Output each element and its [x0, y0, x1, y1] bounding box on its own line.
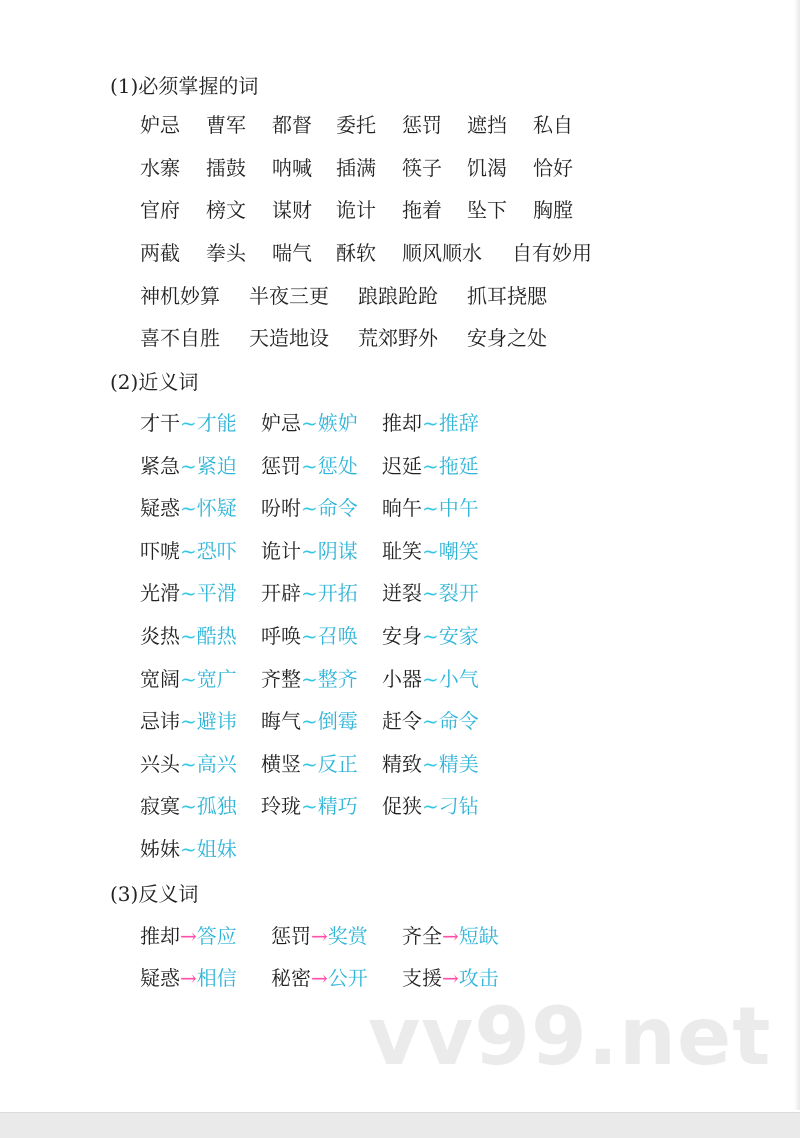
pair-source-word: 光滑 [140, 581, 180, 606]
pair-answer-word: 小气 [438, 666, 479, 691]
vocab-word: 饥渴 [467, 156, 507, 180]
pair-source-word: 横竖 [261, 751, 301, 776]
pair-answer-word: 高兴 [196, 751, 237, 776]
tilde-separator: ~ [180, 709, 197, 734]
pair-answer-word: 反正 [317, 751, 358, 776]
section-title-synonyms: (2)近义词 [110, 370, 199, 394]
pair-source-word: 赶令 [382, 709, 422, 734]
pair-source-word: 晦气 [261, 709, 301, 734]
vocab-word: 拳头 [206, 241, 246, 265]
pair-answer-word: 攻击 [458, 966, 499, 990]
word-pair [140, 493, 237, 523]
word-pair [382, 578, 479, 608]
watermark: vv99.net [368, 990, 772, 1083]
vocab-word: 呐喊 [272, 156, 312, 180]
word-pair [140, 664, 237, 694]
vocab-word: 都督 [272, 113, 312, 137]
word-pair [140, 578, 237, 608]
pair-answer-word: 召唤 [317, 624, 358, 648]
pair-source-word: 小器 [382, 666, 422, 691]
word-pair [140, 621, 237, 651]
pair-source-word: 秘密 [271, 966, 311, 990]
viewer-bottom-bar [0, 1112, 800, 1138]
vocab-word: 顺风顺水 [402, 241, 482, 265]
pair-answer-word: 开拓 [317, 581, 358, 606]
pair-answer-word: 中午 [438, 496, 479, 521]
word-pair [382, 536, 479, 566]
pair-source-word: 推却 [382, 411, 422, 435]
tilde-separator: ~ [180, 538, 197, 563]
pair-source-word: 吩咐 [261, 496, 301, 521]
vocab-word: 水寨 [140, 156, 180, 180]
pair-source-word: 姊妹 [140, 837, 180, 861]
word-pair [382, 408, 479, 438]
pair-answer-word: 拖延 [438, 453, 479, 478]
pair-source-word: 推却 [140, 924, 180, 948]
pair-answer-word: 平滑 [196, 581, 237, 606]
tilde-separator: ~ [180, 624, 197, 648]
word-pair [140, 706, 237, 736]
word-pair [271, 963, 368, 993]
pair-answer-word: 嘲笑 [438, 538, 479, 563]
word-pair [402, 963, 499, 993]
word-pair [261, 451, 358, 481]
word-pair [140, 921, 237, 951]
word-pair [140, 749, 237, 779]
pair-answer-word: 才能 [196, 411, 237, 435]
tilde-separator: ~ [301, 538, 318, 563]
pair-answer-word: 短缺 [458, 924, 499, 948]
tilde-separator: ~ [422, 666, 439, 691]
pair-source-word: 疑惑 [140, 496, 180, 521]
pair-answer-word: 精美 [438, 751, 479, 776]
pair-source-word: 精致 [382, 751, 422, 776]
tilde-separator: ~ [422, 751, 439, 776]
tilde-separator: ~ [301, 581, 318, 606]
tilde-separator: ~ [301, 666, 318, 691]
pair-source-word: 妒忌 [261, 411, 301, 435]
pair-answer-word: 精巧 [317, 794, 358, 819]
vocab-word: 筷子 [402, 156, 442, 180]
vocab-word: 私自 [533, 113, 573, 137]
vocab-word: 胸膛 [533, 198, 573, 222]
tilde-separator: ~ [180, 453, 197, 478]
tilde-separator: ~ [422, 709, 439, 734]
pair-source-word: 促狭 [382, 794, 422, 819]
tilde-separator: ~ [180, 666, 197, 691]
pair-source-word: 支援 [402, 966, 442, 990]
pair-answer-word: 酷热 [196, 624, 237, 648]
word-pair [382, 621, 479, 651]
arrow-separator: → [442, 966, 459, 990]
vocab-word: 坠下 [467, 198, 507, 222]
word-pair [261, 791, 358, 821]
word-pair [140, 834, 237, 864]
word-pair [140, 408, 237, 438]
vocab-word: 酥软 [336, 241, 376, 265]
pair-answer-word: 推辞 [438, 411, 479, 435]
pair-source-word: 紧急 [140, 453, 180, 478]
tilde-separator: ~ [180, 751, 197, 776]
pair-source-word: 迟延 [382, 453, 422, 478]
tilde-separator: ~ [301, 794, 318, 819]
tilde-separator: ~ [301, 624, 318, 648]
pair-answer-word: 裂开 [438, 581, 479, 606]
word-pair [140, 536, 237, 566]
section-title-must-learn: (1)必须掌握的词 [110, 74, 259, 98]
word-pair [140, 963, 237, 993]
pair-source-word: 晌午 [382, 496, 422, 521]
word-pair [382, 664, 479, 694]
vocab-word: 曹军 [206, 113, 246, 137]
word-pair [402, 921, 499, 951]
pair-source-word: 迸裂 [382, 581, 422, 606]
vocab-word: 惩罚 [402, 113, 442, 137]
pair-source-word: 疑惑 [140, 966, 180, 990]
vocab-word: 插满 [336, 156, 376, 180]
tilde-separator: ~ [422, 538, 439, 563]
vocab-word: 委托 [336, 113, 376, 137]
tilde-separator: ~ [301, 411, 318, 435]
vocab-word: 天造地设 [249, 326, 329, 350]
vocab-word: 两截 [140, 241, 180, 265]
word-pair [140, 451, 237, 481]
tilde-separator: ~ [180, 837, 197, 861]
tilde-separator: ~ [422, 411, 439, 435]
tilde-separator: ~ [422, 624, 439, 648]
word-pair [261, 408, 358, 438]
vocab-word: 榜文 [206, 198, 246, 222]
pair-source-word: 呼唤 [261, 624, 301, 648]
word-pair [382, 749, 479, 779]
pair-answer-word: 怀疑 [196, 496, 237, 521]
vocab-word: 谋财 [272, 198, 312, 222]
word-pair [271, 921, 368, 951]
pair-source-word: 寂寞 [140, 794, 180, 819]
pair-source-word: 开辟 [261, 581, 301, 606]
section-title-antonyms: (3)反义词 [110, 882, 199, 906]
word-pair [140, 791, 237, 821]
pair-source-word: 兴头 [140, 751, 180, 776]
tilde-separator: ~ [180, 496, 197, 521]
word-pair [261, 578, 358, 608]
vocab-word: 恰好 [533, 156, 573, 180]
tilde-separator: ~ [180, 581, 197, 606]
page-edge-shadow [794, 0, 800, 1110]
vocab-word: 喜不自胜 [140, 326, 220, 350]
pair-source-word: 齐全 [402, 924, 442, 948]
tilde-separator: ~ [422, 453, 439, 478]
word-pair [261, 706, 358, 736]
pair-answer-word: 惩处 [317, 453, 358, 478]
pair-answer-word: 安家 [438, 624, 479, 648]
pair-answer-word: 刁钻 [438, 794, 479, 819]
tilde-separator: ~ [301, 496, 318, 521]
word-pair [261, 749, 358, 779]
pair-answer-word: 命令 [317, 496, 358, 521]
vocab-word: 诡计 [336, 198, 376, 222]
word-pair [382, 451, 479, 481]
arrow-separator: → [311, 924, 328, 948]
arrow-separator: → [180, 924, 197, 948]
word-pair [382, 493, 479, 523]
pair-source-word: 宽阔 [140, 666, 180, 691]
word-pair [382, 706, 479, 736]
pair-answer-word: 整齐 [317, 666, 358, 691]
pair-answer-word: 嫉妒 [317, 411, 358, 435]
pair-answer-word: 相信 [196, 966, 237, 990]
vocab-word: 官府 [140, 198, 180, 222]
arrow-separator: → [442, 924, 459, 948]
tilde-separator: ~ [301, 709, 318, 734]
vocab-word: 踉踉跄跄 [358, 284, 438, 308]
word-pair [261, 536, 358, 566]
pair-answer-word: 奖赏 [327, 924, 368, 948]
tilde-separator: ~ [180, 411, 197, 435]
pair-source-word: 诡计 [261, 538, 301, 563]
tilde-separator: ~ [301, 453, 318, 478]
vocab-word: 遮挡 [467, 113, 507, 137]
pair-answer-word: 公开 [327, 966, 368, 990]
pair-source-word: 炎热 [140, 624, 180, 648]
vocab-word: 安身之处 [467, 326, 547, 350]
tilde-separator: ~ [301, 751, 318, 776]
vocab-word: 擂鼓 [206, 156, 246, 180]
pair-source-word: 惩罚 [261, 453, 301, 478]
vocab-word: 神机妙算 [140, 284, 220, 308]
pair-source-word: 安身 [382, 624, 422, 648]
word-pair [261, 621, 358, 651]
pair-source-word: 吓唬 [140, 538, 180, 563]
pair-source-word: 忌讳 [140, 709, 180, 734]
arrow-separator: → [180, 966, 197, 990]
pair-answer-word: 倒霉 [317, 709, 358, 734]
tilde-separator: ~ [180, 794, 197, 819]
pair-answer-word: 阴谋 [317, 538, 358, 563]
word-pair [382, 791, 479, 821]
tilde-separator: ~ [422, 496, 439, 521]
vocab-word: 半夜三更 [249, 284, 329, 308]
word-pair [261, 493, 358, 523]
vocab-word: 妒忌 [140, 113, 180, 137]
vocab-word: 拖着 [402, 198, 442, 222]
pair-source-word: 耻笑 [382, 538, 422, 563]
pair-answer-word: 答应 [196, 924, 237, 948]
pair-source-word: 玲珑 [261, 794, 301, 819]
pair-answer-word: 孤独 [196, 794, 237, 819]
word-pair [261, 664, 358, 694]
vocab-word: 荒郊野外 [358, 326, 438, 350]
pair-answer-word: 姐妹 [196, 837, 237, 861]
vocab-word: 自有妙用 [512, 241, 592, 265]
pair-answer-word: 恐吓 [196, 538, 237, 563]
vocab-word: 抓耳挠腮 [467, 284, 547, 308]
vocab-word: 喘气 [272, 241, 312, 265]
tilde-separator: ~ [422, 794, 439, 819]
pair-answer-word: 宽广 [196, 666, 237, 691]
arrow-separator: → [311, 966, 328, 990]
pair-answer-word: 紧迫 [196, 453, 237, 478]
pair-answer-word: 命令 [438, 709, 479, 734]
pair-answer-word: 避讳 [196, 709, 237, 734]
pair-source-word: 惩罚 [271, 924, 311, 948]
pair-source-word: 齐整 [261, 666, 301, 691]
tilde-separator: ~ [422, 581, 439, 606]
pair-source-word: 才干 [140, 411, 180, 435]
